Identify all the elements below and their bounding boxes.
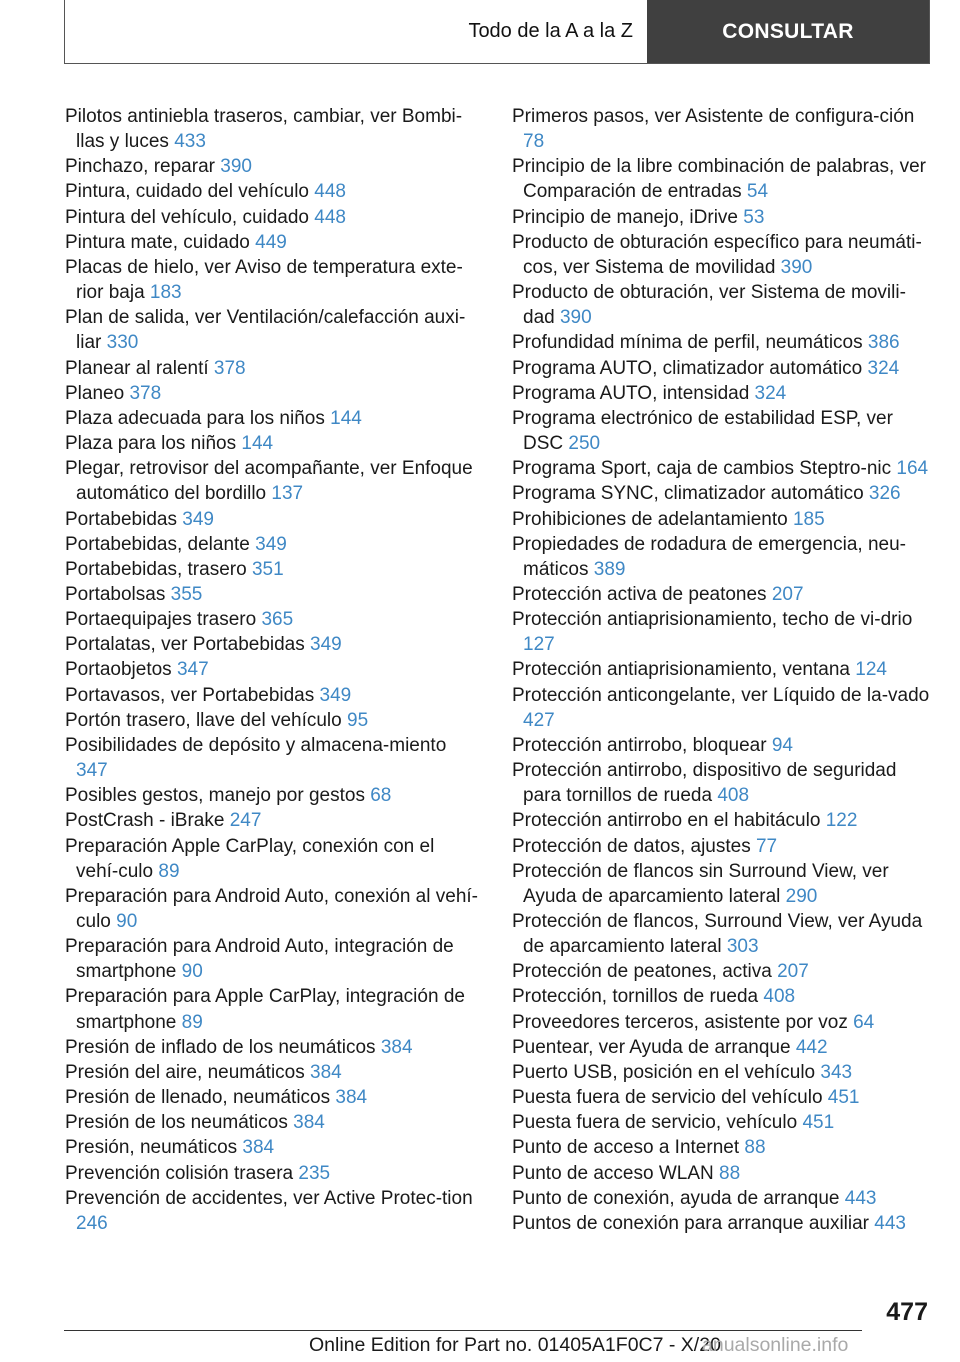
entry-term: Planeo	[65, 382, 130, 404]
entry-term: Preparación Apple CarPlay, conexión con el vehí‐culo	[65, 835, 435, 882]
index-entry	[512, 154, 930, 204]
index-entry	[65, 255, 481, 305]
index-entry	[512, 1186, 930, 1211]
index-entry	[65, 683, 481, 708]
entry-term: Portaequipajes trasero	[65, 609, 262, 631]
entry-term: Puntos de conexión para arranque auxiliar	[512, 1212, 875, 1234]
entry-term: Programa electrónico de estabilidad ESP, ver DSC	[512, 407, 893, 455]
index-column-right	[512, 104, 930, 1236]
entry-term: Punto de conexión, ayuda de arranque	[512, 1187, 845, 1209]
index-entry	[65, 1060, 481, 1085]
index-entry	[65, 1110, 481, 1135]
index-entry	[65, 1186, 481, 1236]
page-reference-link[interactable]: 408	[763, 986, 796, 1008]
index-entry	[512, 532, 930, 582]
entry-term: Pilotos antiniebla traseros, cambiar, ver Bombi‐llas y luces	[65, 106, 463, 153]
page-reference-link[interactable]: 384	[310, 1061, 342, 1083]
index-entry	[512, 582, 930, 607]
index-entry	[512, 1211, 930, 1236]
page-reference-link[interactable]: 451	[827, 1087, 860, 1109]
entry-term: Programa AUTO, climatizador automático	[512, 357, 868, 379]
index-entry	[65, 104, 481, 154]
chapter-title: CONSULTAR	[722, 19, 854, 43]
section-title: Todo de la A a la Z	[468, 20, 633, 42]
entry-term: Presión de los neumáticos	[65, 1112, 294, 1134]
index-entry	[512, 859, 930, 909]
index-entry	[512, 104, 930, 154]
page-reference-link[interactable]: 365	[261, 609, 294, 631]
index-entry	[512, 1110, 930, 1135]
index-entry	[65, 557, 481, 582]
entry-term: Plaza adecuada para los niños	[65, 407, 331, 429]
index-entry	[65, 356, 481, 381]
page-reference-link[interactable]: 90	[116, 911, 138, 932]
index-entry	[512, 808, 930, 833]
footer-divider	[64, 1330, 862, 1331]
entry-term: Puesta fuera de servicio del vehículo	[512, 1087, 828, 1109]
index-entry	[512, 909, 930, 959]
entry-term: Programa Sport, caja de cambios Steptro‐nic	[512, 458, 897, 480]
entry-term: Plan de salida, ver Ventilación/calefacción auxi‐liar	[65, 307, 466, 354]
index-entry	[65, 607, 481, 632]
index-entry	[65, 934, 481, 984]
entry-term: Placas de hielo, ver Aviso de temperatura exte‐rior baja	[65, 256, 463, 304]
page-reference-link[interactable]: 442	[795, 1036, 828, 1058]
index-entry	[65, 708, 481, 733]
chapter-tab[interactable]	[647, 0, 929, 63]
entry-term: Puesta fuera de servicio, vehículo	[512, 1112, 803, 1134]
page-reference-link[interactable]: 122	[825, 810, 858, 832]
page-reference-link[interactable]: 408	[717, 785, 750, 807]
page-reference-link[interactable]: 290	[785, 885, 818, 907]
page-reference-link[interactable]: 443	[874, 1212, 906, 1234]
watermark: anualsonline.info	[702, 1334, 849, 1356]
page-reference-link[interactable]: 448	[314, 206, 346, 228]
entry-term: Proveedores terceros, asistente por voz	[512, 1011, 854, 1033]
index-entry	[65, 657, 481, 682]
page-reference-link[interactable]: 427	[523, 709, 555, 731]
index-entry	[65, 1161, 481, 1186]
index-entry	[65, 507, 481, 532]
index-entry	[65, 456, 481, 506]
page-reference-link[interactable]: 449	[255, 231, 287, 253]
index-entry	[512, 607, 930, 657]
index-entry	[512, 406, 930, 456]
page-reference-link[interactable]: 378	[213, 357, 246, 379]
page-reference-link[interactable]: 124	[855, 659, 887, 681]
index-entry	[512, 456, 930, 481]
page-reference-link[interactable]: 89	[181, 1011, 203, 1033]
entry-term: Prohibiciones de adelantamiento	[512, 508, 793, 530]
index-entry	[65, 532, 481, 557]
section-tab[interactable]	[65, 0, 647, 63]
page-reference-link[interactable]: 349	[255, 533, 287, 555]
index-entry	[65, 431, 481, 456]
page-reference-link[interactable]: 384	[335, 1087, 368, 1109]
index-entry	[512, 230, 930, 280]
page-reference-link[interactable]: 90	[181, 961, 203, 983]
entry-term: Prevención de accidentes, ver Active Protec‐tion	[65, 1187, 473, 1209]
entry-term: Presión de llenado, neumáticos	[65, 1087, 336, 1109]
page-reference-link[interactable]: 77	[755, 835, 778, 857]
index-entry	[65, 1035, 481, 1060]
page-reference-link[interactable]: 303	[726, 936, 759, 958]
page-reference-link[interactable]: 246	[76, 1212, 108, 1234]
index-entry	[512, 733, 930, 758]
index-entry	[512, 657, 930, 682]
entry-term: Protección antirrobo, dispositivo de seguridad para tornillos de rueda	[512, 760, 897, 807]
entry-term: Protección, tornillos de rueda	[512, 986, 764, 1008]
index-entry	[65, 834, 481, 884]
page-reference-link[interactable]: 355	[170, 583, 203, 605]
index-entry	[65, 582, 481, 607]
entry-term: Programa SYNC, climatizador automático	[512, 483, 869, 505]
entry-term: Portalatas, ver Portabebidas	[65, 634, 311, 656]
page-reference-link[interactable]: 448	[314, 181, 346, 203]
entry-term: Portón trasero, llave del vehículo	[65, 709, 347, 731]
page-reference-link[interactable]: 247	[229, 810, 262, 832]
index-entry	[65, 1135, 481, 1160]
page-reference-link[interactable]: 451	[802, 1112, 835, 1134]
page-reference-link[interactable]: 88	[744, 1137, 766, 1159]
entry-term: PostCrash - iBrake	[65, 810, 230, 832]
entry-term: Pinchazo, reparar	[65, 156, 221, 178]
entry-term: Propiedades de rodadura de emergencia, neu‐máticos	[512, 533, 906, 580]
index-entry	[65, 179, 481, 204]
entry-term: Profundidad mínima de perfil, neumáticos	[512, 332, 868, 354]
index-entry	[65, 406, 481, 431]
page-reference-link[interactable]: 64	[853, 1011, 875, 1033]
entry-term: Presión del aire, neumáticos	[65, 1061, 311, 1083]
index-entry	[512, 1035, 930, 1060]
index-entry	[65, 205, 481, 230]
entry-term: Puentear, ver Ayuda de arranque	[512, 1036, 796, 1058]
index-entry	[512, 1135, 930, 1160]
index-entry	[512, 1060, 930, 1085]
entry-term: Protección de flancos, Surround View, ver Ayuda de aparcamiento lateral	[512, 911, 923, 958]
entry-term: Portaobjetos	[65, 659, 177, 681]
index-entry	[65, 305, 481, 355]
index-entry	[65, 783, 481, 808]
entry-term: Programa AUTO, intensidad	[512, 382, 755, 404]
index-entry	[65, 381, 481, 406]
entry-term: Pintura mate, cuidado	[65, 231, 256, 253]
index-entry	[65, 733, 481, 783]
entry-term: Posibilidades de depósito y almacena‐miento	[65, 734, 447, 756]
entry-term: Pintura del vehículo, cuidado	[65, 206, 315, 228]
page-reference-link[interactable]: 390	[220, 156, 252, 178]
index-entry	[512, 330, 930, 355]
page-reference-link[interactable]: 349	[182, 508, 214, 530]
entry-term: Preparación para Android Auto, conexión al vehí‐culo	[65, 885, 478, 932]
index-entry	[65, 230, 481, 255]
page-reference-link[interactable]: 349	[319, 684, 352, 706]
index-entry	[512, 1161, 930, 1186]
page-reference-link[interactable]: 433	[174, 131, 206, 153]
entry-term: Principio de manejo, iDrive	[512, 206, 744, 228]
entry-term: Planear al ralentí	[65, 357, 214, 379]
page-reference-link[interactable]: 384	[380, 1036, 413, 1058]
index-entry	[512, 356, 930, 381]
page-reference-link[interactable]: 94	[771, 734, 793, 756]
page-reference-link[interactable]: 144	[330, 407, 362, 429]
entry-term: Producto de obturación, ver Sistema de movili‐dad	[512, 282, 906, 329]
index-entry	[512, 381, 930, 406]
entry-term: Protección antirrobo, bloquear	[512, 734, 772, 756]
index-entry	[65, 984, 481, 1034]
page-reference-link[interactable]: 386	[867, 332, 900, 354]
index-entry	[512, 959, 930, 984]
entry-term: Protección antiaprisionamiento, techo de vi‐drio	[512, 609, 913, 631]
index-entry	[65, 1085, 481, 1110]
page-reference-link[interactable]: 250	[568, 433, 601, 455]
page-reference-link[interactable]: 378	[129, 382, 162, 404]
edition-text: Online Edition for Part no. 01405A1F0C7 - X/20	[309, 1334, 721, 1356]
page-reference-link[interactable]: 330	[106, 332, 139, 354]
page-reference-link[interactable]: 95	[347, 709, 369, 731]
entry-term: Pintura, cuidado del vehículo	[65, 181, 315, 203]
page-reference-link[interactable]: 207	[771, 583, 804, 605]
page-reference-link[interactable]: 78	[523, 131, 545, 153]
page-reference-link[interactable]: 349	[310, 634, 342, 656]
index-entry	[512, 834, 930, 859]
index-entry	[512, 758, 930, 808]
entry-term: Protección de flancos sin Surround View, ver Ayuda de aparcamiento lateral	[512, 860, 889, 907]
index-entry	[512, 205, 930, 230]
index-entry	[65, 632, 481, 657]
entry-term: Protección de peatones, activa	[512, 961, 778, 983]
page-reference-link[interactable]: 324	[867, 357, 900, 379]
page-reference-link[interactable]: 183	[149, 282, 182, 304]
entry-term: Producto de obturación específico para neumáti‐cos, ver Sistema de movilidad	[512, 231, 922, 278]
page-reference-link[interactable]: 88	[719, 1162, 741, 1184]
entry-term: Protección anticongelante, ver Líquido de la‐vado	[512, 684, 930, 706]
page-reference-link[interactable]: 53	[743, 206, 765, 228]
page-reference-link[interactable]: 324	[754, 382, 787, 404]
index-entry	[65, 808, 481, 833]
index-entry	[512, 280, 930, 330]
index-entry	[512, 683, 930, 733]
entry-term: Portabebidas, delante	[65, 533, 256, 555]
index-entry	[512, 984, 930, 1009]
page-reference-link[interactable]: 389	[593, 558, 626, 580]
index-column-left	[65, 104, 481, 1236]
page-reference-link[interactable]: 351	[251, 558, 284, 580]
entry-term: Puerto USB, posición en el vehículo	[512, 1061, 821, 1083]
index-entry	[512, 507, 930, 532]
index-entry	[65, 884, 481, 934]
entry-term: Posibles gestos, manejo por gestos	[65, 785, 371, 807]
page-reference-link[interactable]: 144	[241, 433, 274, 455]
page-reference-link[interactable]: 326	[868, 483, 901, 505]
index-entry	[512, 1085, 930, 1110]
page-reference-link[interactable]: 207	[777, 961, 809, 983]
page-reference-link[interactable]: 137	[271, 483, 304, 505]
entry-term: Primeros pasos, ver Asistente de configura‐ción	[512, 106, 915, 127]
page-reference-link[interactable]: 185	[792, 508, 825, 530]
page-reference-link[interactable]: 347	[76, 760, 108, 782]
entry-term: Portabebidas, trasero	[65, 558, 252, 580]
entry-term: Protección antiaprisionamiento, ventana	[512, 659, 856, 681]
page-reference-link[interactable]: 164	[896, 458, 929, 480]
entry-term: Preparación para Android Auto, integración de smartphone	[65, 936, 454, 983]
entry-term: Presión de inflado de los neumáticos	[65, 1036, 381, 1058]
entry-term: Protección de datos, ajustes	[512, 835, 756, 857]
entry-term: Portavasos, ver Portabebidas	[65, 684, 320, 706]
page-reference-link[interactable]: 390	[559, 307, 592, 329]
page-reference-link[interactable]: 235	[298, 1162, 331, 1184]
entry-term: Preparación para Apple CarPlay, integración de smartphone	[65, 986, 465, 1033]
entry-term: Portabolsas	[65, 583, 171, 605]
entry-term: Punto de acceso a Internet	[512, 1137, 745, 1159]
entry-term: Portabebidas	[65, 508, 183, 530]
page-reference-link[interactable]: 384	[242, 1137, 275, 1159]
page-reference-link[interactable]: 54	[746, 181, 769, 203]
page-reference-link[interactable]: 384	[293, 1112, 325, 1134]
index-entry	[65, 154, 481, 179]
entry-term: Plegar, retrovisor del acompañante, ver Enfoque automático del bordillo	[65, 458, 473, 505]
page-reference-link[interactable]: 127	[523, 634, 555, 656]
entry-term: Plaza para los niños	[65, 433, 242, 455]
page-reference-link[interactable]: 390	[780, 256, 813, 278]
page-reference-link[interactable]: 68	[370, 785, 392, 807]
page-header	[64, 0, 930, 64]
entry-term: Punto de acceso WLAN	[512, 1162, 719, 1184]
index-entry	[512, 481, 930, 506]
entry-term: Prevención colisión trasera	[65, 1162, 299, 1184]
page-reference-link[interactable]: 343	[820, 1061, 853, 1083]
entry-term: Presión, neumáticos	[65, 1137, 243, 1159]
index-entry	[512, 1010, 930, 1035]
page-reference-link[interactable]: 347	[176, 659, 209, 681]
page-number: 477	[886, 1298, 928, 1326]
entry-term: Protección antirrobo en el habitáculo	[512, 810, 826, 832]
page-reference-link[interactable]: 89	[158, 860, 180, 882]
entry-term: Principio de la libre combinación de palabras, ver Comparación de entradas	[512, 156, 927, 203]
entry-term: Protección activa de peatones	[512, 583, 772, 605]
page-reference-link[interactable]: 443	[844, 1187, 877, 1209]
